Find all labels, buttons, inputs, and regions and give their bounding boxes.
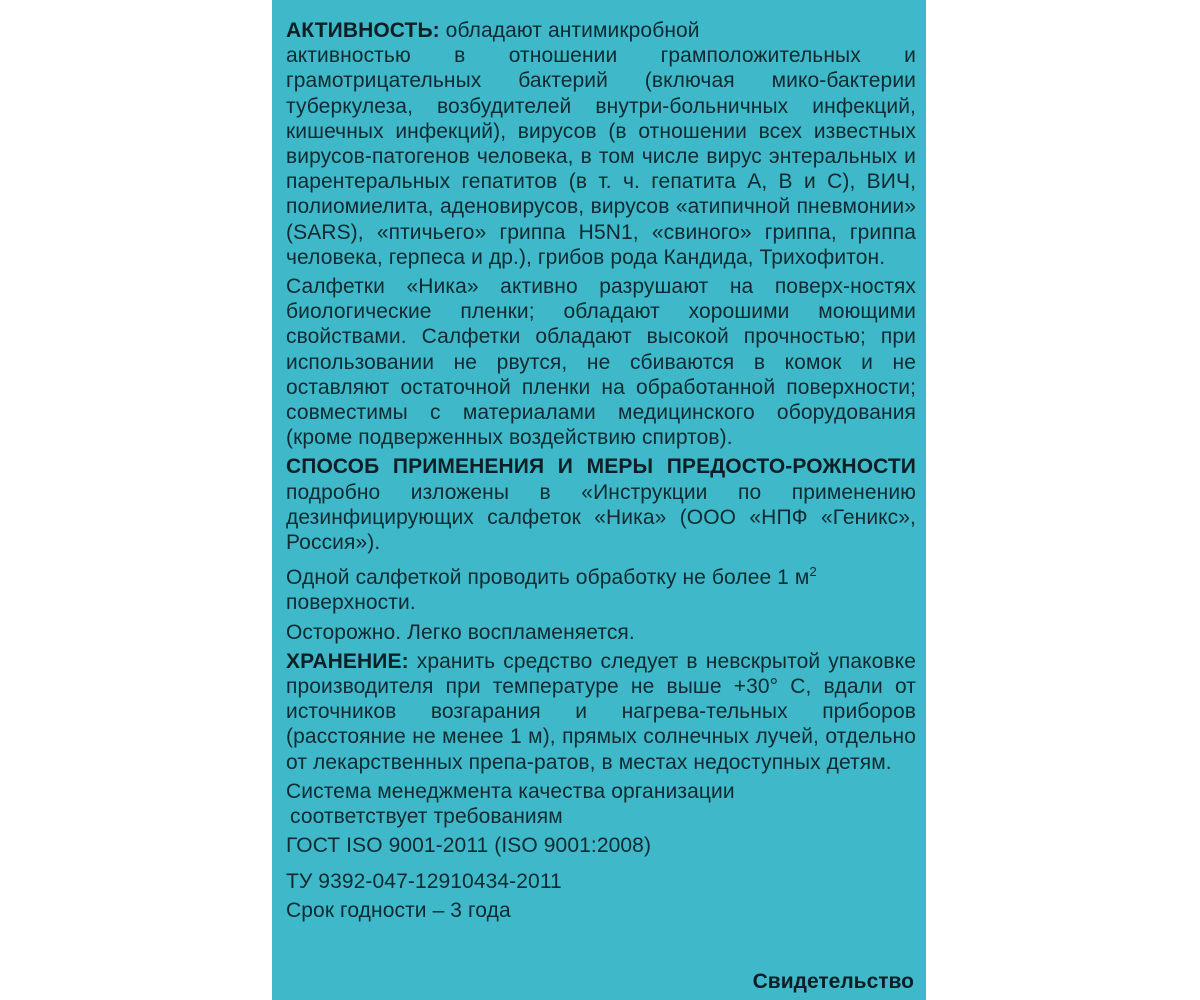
activity-lead: обладают антимикробной	[439, 19, 700, 42]
activity-section	[286, 18, 916, 43]
shelf-life: Срок годности – 3 года	[286, 898, 511, 922]
storage-heading: ХРАНЕНИЕ:	[286, 649, 409, 673]
quality-line-1: Система менеджмента качества организации	[286, 779, 735, 803]
usage-section	[286, 454, 916, 555]
area-superscript: 2	[809, 564, 817, 580]
product-label-panel	[272, 0, 926, 1000]
tu-number: ТУ 9392-047-12910434-2011	[286, 869, 562, 893]
area-text: Одной салфеткой проводить обработку не более 1 м	[286, 566, 810, 590]
caution-note: Осторожно. Легко воспламеняется.	[286, 620, 635, 644]
area-tail: поверхности.	[286, 591, 416, 615]
quality-line-2: соответствует требованиям	[290, 805, 563, 829]
certificate-label: Свидетельство	[752, 970, 914, 993]
label-text	[286, 18, 916, 923]
wipes-properties: Салфетки «Ника» активно разрушают на поверх-ностях биологические пленки; обладают хорошими моющими свойствами. Салфетки обладают высокой прочностью; при использовании не рвутся, не сбиваются в комок и не оставляют остаточной пленки на обработанной поверхности; совместимы с материалами медицинского оборудования (кроме подверженных воздействию спиртов).	[286, 275, 916, 450]
activity-body: активностью в отношении грамположительных и грамотрицательных бактерий (включая мико-бактерии туберкулеза, возбудителей внутри-больничных инфекций, кишечных инфекций), вирусов (в отношении всех известных вирусов-патогенов человека, в том числе вирус энтеральных и парентеральных гепатитов (в т. ч. гепатита А, В и С), ВИЧ, полиомиелита, аденовирусов, вирусов «атипичной пневмонии» (SARS), «птичьего» гриппа H5N1, «свиного» гриппа, гриппа человека, герпеса и др.), грибов рода Кандида, Трихофитон.	[286, 44, 916, 269]
area-note	[286, 559, 916, 615]
storage-section	[286, 649, 916, 775]
usage-heading: СПОСОБ ПРИМЕНЕНИЯ И МЕРЫ ПРЕДОСТО-РОЖНОСТИ	[286, 455, 916, 479]
storage-body: хранить средство следует в невскрытой упаковке производителя при температуре не выше +30° С, вдали от источников возгарания и нагрева-тельных приборов (расстояние не менее 1 м), прямых солнечных лучей, отдельно от лекарственных препа-ратов, в местах недоступных детям.	[286, 649, 916, 774]
usage-body: подробно изложены в «Инструкции по применению дезинфицирующих салфеток «Ника» (ООО «НПФ «Геникс», Россия»).	[286, 480, 916, 555]
activity-heading: АКТИВНОСТЬ:	[286, 19, 440, 42]
gost-standard: ГОСТ ISO 9001-2011 (ISO 9001:2008)	[286, 834, 652, 858]
